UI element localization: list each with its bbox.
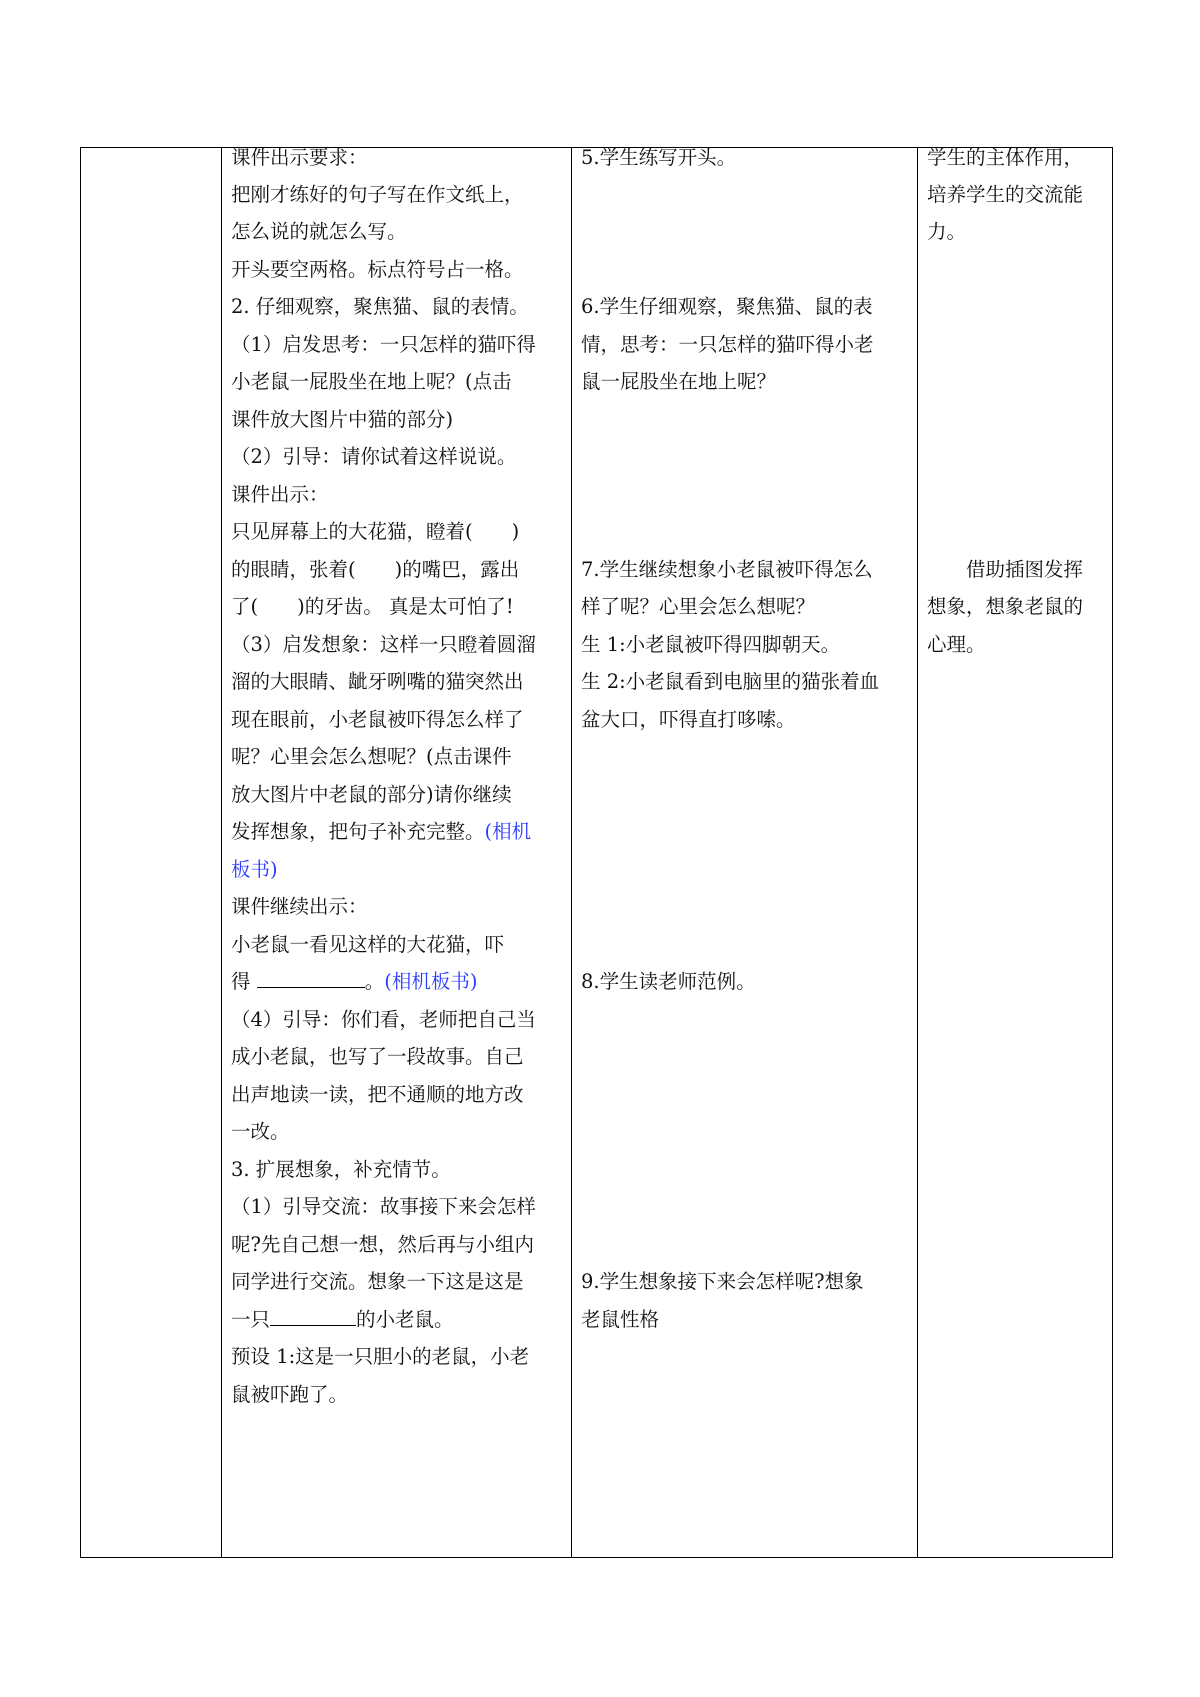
line-text: 呢?先自己想一想，然后再与小组内 — [231, 1233, 534, 1256]
text-line — [231, 856, 569, 884]
line-text: 现在眼前，小老鼠被吓得怎么样了 — [231, 708, 524, 731]
text-line — [581, 706, 915, 734]
text-line — [231, 931, 569, 959]
fill-in-blank — [270, 1307, 356, 1326]
text-line — [581, 631, 915, 659]
line-text: 学生的主体作用， — [927, 146, 1084, 169]
lesson-plan-table — [80, 147, 1113, 1558]
text-line — [581, 668, 915, 696]
text-line — [927, 144, 1112, 172]
text-line — [581, 1268, 915, 1296]
text-line — [231, 256, 569, 284]
text-line — [927, 593, 1112, 621]
line-text: 鼠被吓跑了。 — [231, 1383, 349, 1406]
line-text: 放大图片中老鼠的部分)请你继续 — [231, 783, 512, 806]
text-line — [231, 1006, 569, 1034]
text-line — [231, 1343, 569, 1371]
text-line — [231, 1381, 569, 1409]
text-line — [231, 818, 569, 846]
line-text: 溜的大眼睛、龇牙咧嘴的猫突然出 — [231, 670, 524, 693]
column-student-activity — [581, 148, 915, 1557]
line-text: 课件继续出示： — [231, 895, 368, 918]
line-text: 盆大口，吓得直打哆嗦。 — [581, 708, 796, 731]
column-divider — [571, 148, 572, 1557]
line-text: 课件出示： — [231, 483, 329, 506]
line-text: 5.学生练写开头。 — [581, 146, 737, 169]
line-text: （4）引导：你们看，老师把自己当 — [231, 1008, 536, 1031]
text-line — [231, 893, 569, 921]
line-text: 成小老鼠，也写了一段故事。自己 — [231, 1045, 524, 1068]
text-line — [231, 368, 569, 396]
line-text: 只见屏幕上的大花猫，瞪着( ) — [231, 520, 520, 543]
text-line — [231, 1268, 569, 1296]
text-line — [231, 1118, 569, 1146]
line-text: 借助插图发挥 — [927, 558, 1084, 581]
line-text: 样了呢？心里会怎么想呢？ — [581, 595, 816, 618]
line-text: 情，思考：一只怎样的猫吓得小老 — [581, 333, 874, 356]
text-line — [231, 1306, 569, 1334]
board-note: (相机 — [484, 820, 532, 843]
fill-in-blank — [257, 969, 365, 988]
text-line — [231, 1231, 569, 1259]
line-text: 出声地读一读，把不通顺的地方改 — [231, 1083, 524, 1106]
text-line — [581, 144, 915, 172]
text-line — [231, 1193, 569, 1221]
line-text: 同学进行交流。想象一下这是这是 — [231, 1270, 524, 1293]
text-line — [231, 668, 569, 696]
line-text: 怎么说的就怎么写。 — [231, 220, 407, 243]
text-line — [231, 968, 569, 996]
line-text-after-blank: 。 — [364, 970, 385, 993]
line-text: 心理。 — [927, 633, 986, 656]
line-text: （3）启发想象：这样一只瞪着圆溜 — [231, 633, 536, 656]
text-line — [231, 593, 569, 621]
column-stage — [81, 148, 221, 1557]
column-divider — [221, 148, 222, 1557]
line-text: 力。 — [927, 220, 967, 243]
line-text: 鼠一屁股坐在地上呢？ — [581, 370, 777, 393]
line-text: 想象，想象老鼠的 — [927, 595, 1084, 618]
text-line — [581, 368, 915, 396]
text-line — [927, 556, 1112, 584]
text-line — [231, 1156, 569, 1184]
line-text: 9.学生想象接下来会怎样呢?想象 — [581, 1270, 864, 1293]
text-line — [231, 1081, 569, 1109]
text-line — [927, 218, 1112, 246]
text-line — [231, 181, 569, 209]
text-line — [927, 181, 1112, 209]
line-text: 生 1:小老鼠被吓得四脚朝天。 — [581, 633, 841, 656]
line-text: 呢？心里会怎么想呢？(点击课件 — [231, 745, 512, 768]
line-text: 一只 — [231, 1308, 271, 1331]
column-teacher-activity — [231, 148, 569, 1557]
text-line — [581, 968, 915, 996]
text-line — [231, 1043, 569, 1071]
line-text: 6.学生仔细观察，聚焦猫、鼠的表 — [581, 295, 873, 318]
text-line — [231, 293, 569, 321]
line-text: 老鼠性格 — [581, 1308, 660, 1331]
text-line — [581, 293, 915, 321]
line-text: 课件放大图片中猫的部分) — [231, 408, 454, 431]
line-text: 3. 扩展想象，补充情节。 — [231, 1158, 451, 1181]
text-line — [231, 218, 569, 246]
line-text: 了( )的牙齿。 真是太可怕了! — [231, 595, 514, 618]
text-line — [231, 518, 569, 546]
line-text: （2）引导：请你试着这样说说。 — [231, 445, 517, 468]
line-text: 开头要空两格。标点符号占一格。 — [231, 258, 524, 281]
line-text: 预设 1:这是一只胆小的老鼠，小老 — [231, 1345, 530, 1368]
board-note: (相机板书) — [384, 970, 478, 993]
text-line — [231, 331, 569, 359]
text-line — [231, 706, 569, 734]
line-text: 2. 仔细观察，聚焦猫、鼠的表情。 — [231, 295, 529, 318]
line-text: 把刚才练好的句子写在作文纸上， — [231, 183, 524, 206]
column-design-intent — [927, 148, 1112, 1557]
text-line — [231, 743, 569, 771]
text-line — [581, 331, 915, 359]
line-text: 发挥想象，把句子补充完整。 — [231, 820, 485, 843]
line-text: 8.学生读老师范例。 — [581, 970, 756, 993]
line-text: 得 — [231, 970, 257, 993]
text-line — [581, 556, 915, 584]
text-line — [231, 443, 569, 471]
line-text: 小老鼠一屁股坐在地上呢？(点击 — [231, 370, 512, 393]
board-note: 板书) — [231, 858, 278, 881]
text-line — [581, 1306, 915, 1334]
text-line — [231, 631, 569, 659]
line-text: 一改。 — [231, 1120, 290, 1143]
column-divider — [917, 148, 918, 1557]
text-line — [231, 144, 569, 172]
line-text: （1）启发思考：一只怎样的猫吓得 — [231, 333, 536, 356]
line-text: （1）引导交流：故事接下来会怎样 — [231, 1195, 536, 1218]
line-text: 7.学生继续想象小老鼠被吓得怎么 — [581, 558, 873, 581]
text-line — [231, 406, 569, 434]
line-text: 课件出示要求： — [231, 146, 368, 169]
line-text: 培养学生的交流能 — [927, 183, 1084, 206]
text-line — [231, 556, 569, 584]
line-text: 的眼睛，张着( )的嘴巴，露出 — [231, 558, 520, 581]
text-line — [231, 781, 569, 809]
line-text-after-blank: 的小老鼠。 — [356, 1308, 454, 1331]
line-text: 生 2:小老鼠看到电脑里的猫张着血 — [581, 670, 880, 693]
line-text: 小老鼠一看见这样的大花猫，吓 — [231, 933, 505, 956]
text-line — [927, 631, 1112, 659]
text-line — [581, 593, 915, 621]
text-line — [231, 481, 569, 509]
